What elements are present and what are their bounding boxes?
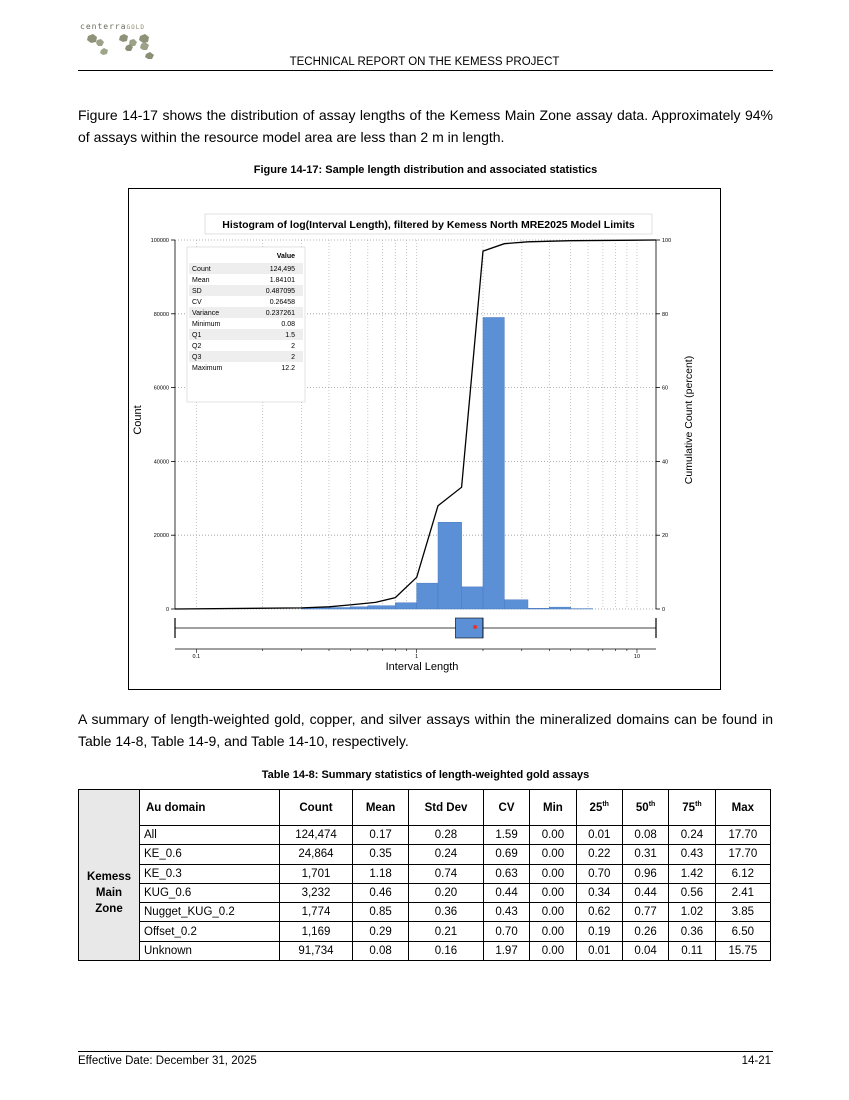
stats-inset-value: 2 [291, 354, 295, 361]
histogram-bar [395, 603, 416, 609]
intro-paragraph: Figure 14-17 shows the distribution of assay lengths of the Kemess Main Zone assay data. Approximately 94% of assays within the resource model area are less than 2 m in length. [78, 107, 773, 145]
col-header: Mean [353, 790, 409, 826]
value-cell: 2.41 [715, 883, 770, 902]
value-cell: 0.35 [353, 845, 409, 864]
value-cell: 0.62 [576, 903, 622, 922]
value-cell: 1.97 [483, 941, 529, 960]
x-tick-label: 10 [633, 654, 641, 660]
table-row [79, 883, 771, 902]
value-cell: 15.75 [715, 941, 770, 960]
gold-assay-statistics-table [78, 789, 771, 961]
value-cell: 17.70 [715, 845, 770, 864]
stats-inset-value: 0.487095 [265, 288, 295, 295]
value-cell: 0.44 [483, 883, 529, 902]
value-cell: 1.42 [669, 864, 715, 883]
value-cell: 1.18 [353, 864, 409, 883]
value-cell: 0.70 [483, 922, 529, 941]
x-tick-label: 0.1 [192, 654, 201, 660]
value-cell: 0.08 [353, 941, 409, 960]
histogram-bar [438, 522, 462, 609]
col-header: 50th [622, 790, 668, 826]
value-cell: 0.01 [576, 941, 622, 960]
value-cell: 0.44 [622, 883, 668, 902]
domain-name-cell: KUG_0.6 [140, 883, 280, 902]
domain-name-cell: Unknown [140, 941, 280, 960]
histogram-bar [462, 587, 483, 609]
stats-inset-label: SD [192, 288, 202, 295]
y-tick-label: 40000 [153, 459, 169, 466]
group-header-cell [79, 790, 140, 826]
value-cell: 0.36 [669, 922, 715, 941]
value-cell: 0.28 [409, 826, 484, 845]
value-cell: 0.26 [622, 922, 668, 941]
col-header: Au domain [140, 790, 280, 826]
value-cell: 0.46 [353, 883, 409, 902]
value-cell: 17.70 [715, 826, 770, 845]
stats-inset-label: Q2 [192, 343, 202, 350]
domain-name-cell: KE_0.3 [140, 864, 280, 883]
stats-inset-value: 1.5 [285, 332, 295, 339]
stats-inset-label: Q1 [192, 332, 202, 339]
value-cell: 0.00 [530, 864, 576, 883]
domain-name-cell: All [140, 826, 280, 845]
value-cell: 6.12 [715, 864, 770, 883]
value-cell: 0.00 [530, 903, 576, 922]
x-tick-label: 1 [415, 654, 419, 660]
histogram-bar [483, 317, 504, 609]
histogram-bar [504, 600, 528, 609]
value-cell: 0.63 [483, 864, 529, 883]
page-number: 14-21 [741, 1055, 771, 1067]
value-cell: 0.00 [530, 922, 576, 941]
stats-inset-value: 2 [291, 343, 295, 350]
stats-inset-value: 1.84101 [269, 277, 295, 284]
y2-tick-label: 60 [662, 385, 669, 392]
stats-inset-label: CV [192, 299, 202, 306]
value-cell: 0.20 [409, 883, 484, 902]
value-cell: 0.43 [669, 845, 715, 864]
value-cell: 0.08 [622, 826, 668, 845]
value-cell: 0.85 [353, 903, 409, 922]
chart-title: Histogram of log(Interval Length), filtered by Kemess North MRE2025 Model Limits [222, 219, 635, 231]
histogram-bar [368, 606, 396, 609]
y-tick-label: 100000 [150, 238, 169, 244]
value-cell: 0.36 [409, 903, 484, 922]
y-tick-label: 80000 [153, 311, 169, 318]
stats-inset-label: Variance [192, 310, 220, 317]
y-axis-title: Count [132, 405, 144, 435]
table-row [79, 864, 771, 883]
stats-inset-label: Minimum [192, 321, 221, 328]
value-cell: 0.43 [483, 903, 529, 922]
value-cell: 0.00 [530, 826, 576, 845]
value-cell: 0.74 [409, 864, 484, 883]
y2-tick-label: 100 [662, 238, 672, 244]
value-cell: 0.00 [530, 883, 576, 902]
histogram-chart [129, 189, 722, 691]
value-cell: 124,474 [279, 826, 352, 845]
table-row [79, 903, 771, 922]
histogram-bar [417, 583, 438, 609]
value-cell: 0.17 [353, 826, 409, 845]
col-header: Max [715, 790, 770, 826]
value-cell: 0.00 [530, 845, 576, 864]
domain-name-cell: Offset_0.2 [140, 922, 280, 941]
histogram-bar [350, 607, 367, 609]
table-row [79, 845, 771, 864]
col-header: 75th [669, 790, 715, 826]
value-cell: 6.50 [715, 922, 770, 941]
stats-inset-value: 0.26458 [269, 299, 295, 306]
histogram-bar [549, 607, 570, 609]
stats-inset-label: Count [192, 266, 211, 273]
value-cell: 0.56 [669, 883, 715, 902]
domain-name-cell: Nugget_KUG_0.2 [140, 903, 280, 922]
y-tick-label: 60000 [153, 385, 169, 392]
col-header: Min [530, 790, 576, 826]
value-cell: 0.69 [483, 845, 529, 864]
header-rule [78, 70, 773, 71]
table-row [79, 922, 771, 941]
summary-paragraph: A summary of length-weighted gold, copper, and silver assays within the mineralized domains can be found in Table 14-8, Table 14-9, and Table 14-10, respectively. [78, 711, 773, 749]
histogram-bar [329, 608, 350, 609]
effective-date: Effective Date: December 31, 2025 [78, 1055, 257, 1067]
y-tick-label: 0 [165, 607, 169, 613]
stats-inset-label: Mean [192, 277, 210, 284]
stats-inset-label: Q3 [192, 354, 202, 361]
value-cell: 0.11 [669, 941, 715, 960]
table-caption: Table 14-8: Summary statistics of length-weighted gold assays [261, 769, 590, 781]
col-header: Count [279, 790, 352, 826]
table-row [79, 941, 771, 960]
figure-caption: Figure 14-17: Sample length distribution and associated statistics [253, 164, 598, 176]
domain-name-cell: KE_0.6 [140, 845, 280, 864]
value-cell: 3,232 [279, 883, 352, 902]
value-cell: 0.34 [576, 883, 622, 902]
stats-inset-value: 12.2 [281, 365, 295, 372]
value-cell: 1.02 [669, 903, 715, 922]
histogram-bar [528, 608, 549, 609]
value-cell: 0.24 [669, 826, 715, 845]
col-header: Std Dev [409, 790, 484, 826]
stats-inset-header: Value [276, 253, 295, 260]
value-cell: 91,734 [279, 941, 352, 960]
value-cell: 24,864 [279, 845, 352, 864]
table-row [79, 826, 771, 845]
value-cell: 1,169 [279, 922, 352, 941]
y2-axis-title: Cumulative Count (percent) [683, 355, 695, 485]
y2-tick-label: 0 [662, 607, 666, 613]
value-cell: 0.24 [409, 845, 484, 864]
x-axis-title: Interval Length [385, 661, 459, 673]
y2-tick-label: 20 [662, 533, 669, 540]
domain-group-label: Kemess Main Zone [79, 826, 140, 961]
table-header-row [79, 790, 771, 826]
value-cell: 0.77 [622, 903, 668, 922]
value-cell: 0.16 [409, 941, 484, 960]
stats-inset-value: 124,495 [269, 266, 295, 273]
value-cell: 0.31 [622, 845, 668, 864]
y2-tick-label: 80 [662, 311, 669, 318]
value-cell: 0.00 [530, 941, 576, 960]
stats-inset-value: 0.237261 [265, 310, 295, 317]
value-cell: 1.59 [483, 826, 529, 845]
boxplot-box [455, 618, 483, 638]
value-cell: 0.19 [576, 922, 622, 941]
stats-inset-row-bg [189, 351, 303, 362]
value-cell: 0.01 [576, 826, 622, 845]
value-cell: 3.85 [715, 903, 770, 922]
y2-tick-label: 40 [662, 459, 669, 466]
value-cell: 1,701 [279, 864, 352, 883]
value-cell: 0.70 [576, 864, 622, 883]
value-cell: 0.21 [409, 922, 484, 941]
stats-inset-value: 0.08 [281, 321, 295, 328]
report-title: TECHNICAL REPORT ON THE KEMESS PROJECT [289, 56, 560, 68]
value-cell: 0.04 [622, 941, 668, 960]
col-header: 25th [576, 790, 622, 826]
y-tick-label: 20000 [153, 533, 169, 540]
value-cell: 1,774 [279, 903, 352, 922]
col-header: CV [483, 790, 529, 826]
value-cell: 0.29 [353, 922, 409, 941]
logo-text: centerraGOLD [80, 22, 145, 31]
value-cell: 0.96 [622, 864, 668, 883]
histogram-figure [128, 188, 721, 690]
value-cell: 0.22 [576, 845, 622, 864]
stats-inset-label: Maximum [192, 365, 223, 372]
footer-rule [78, 1051, 773, 1052]
boxplot-mean-marker [473, 625, 477, 629]
